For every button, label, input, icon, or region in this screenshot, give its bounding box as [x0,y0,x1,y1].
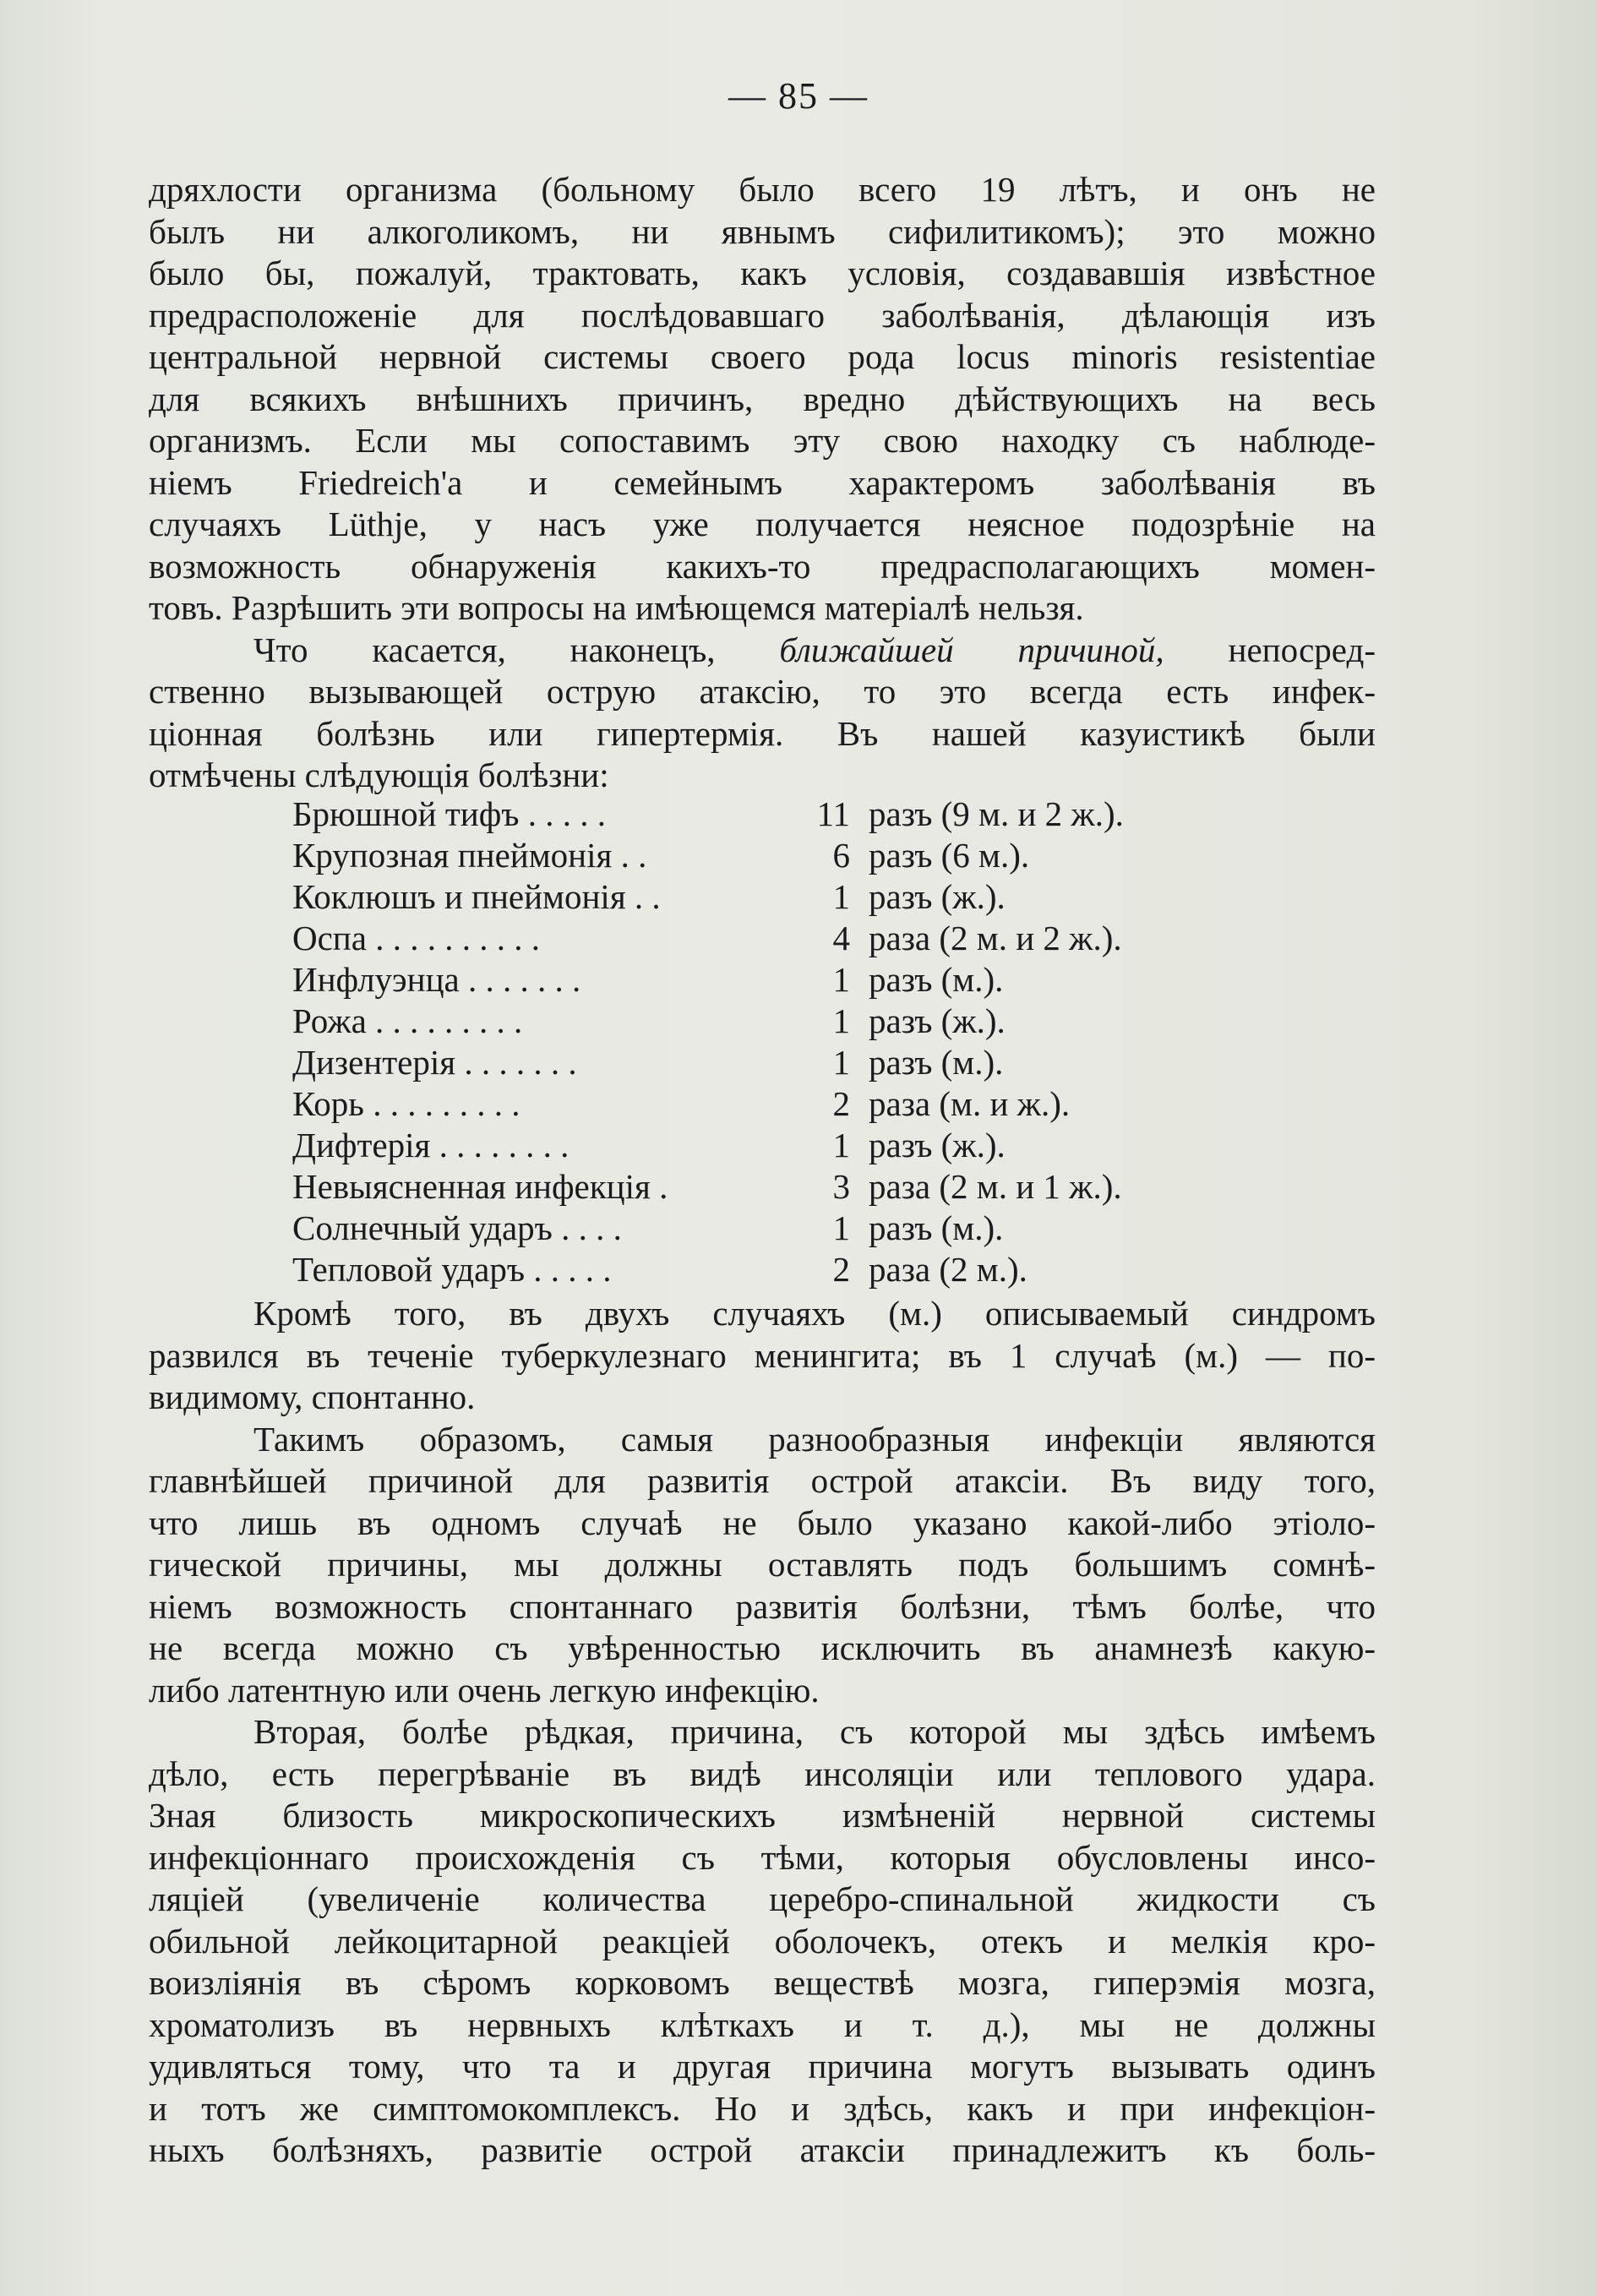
text-line: ственно вызывающей острую атаксію, то это всегда есть инфек- [149,672,1376,711]
body-text-top [149,169,1376,797]
text-line: организмъ. Если мы сопоставимъ эту свою находку съ наблюде- [149,421,1376,460]
text-line: главнѣйшей причиной для развитія острой атаксіи. Въ виду того, [149,1461,1376,1500]
disease-name: Рожа . . . . . . . . . [292,1001,523,1040]
text-line: ціонная болѣзнь или гипертермія. Въ нашей казуистикѣ были [149,713,1376,753]
disease-detail: разъ (6 м.). [869,836,1030,875]
text-line: случаяхъ Lüthje, у насъ уже получается неясное подозрѣніе на [149,504,1376,543]
disease-detail: раза (2 м. и 1 ж.). [869,1167,1122,1206]
text-line: что лишь въ одномъ случаѣ не было указано какой-либо этіоло- [149,1502,1376,1542]
disease-detail: раза (2 м.). [869,1250,1027,1289]
text-line: ляціей (увеличеніе количества церебро-спинальной жидкости съ [149,1879,1376,1918]
disease-count: 4 [832,919,850,957]
disease-count: 1 [832,1208,850,1247]
paragraph-opening [149,630,1376,672]
disease-count: 2 [832,1084,850,1123]
page-number: — 85 — [728,75,869,117]
text-line: предрасположеніе для послѣдовавшаго заболѣванія, дѣлающія изъ [149,295,1376,335]
disease-count: 1 [832,877,850,916]
disease-name: Крупозная пнеймонія . . [292,836,647,875]
disease-count: 3 [832,1167,850,1206]
disease-detail: разъ (м.). [869,1208,1004,1247]
disease-name: Инфлуэнца . . . . . . . [292,960,581,999]
disease-detail: разъ (ж.). [869,877,1006,916]
text-run: непосред- [1164,630,1376,669]
text-line: ніемъ Friedreich'a и семейнымъ характеромъ заболѣванія въ [149,462,1376,502]
disease-count: 1 [832,1001,850,1040]
text-line: обильной лейкоцитарной реакціей оболочекъ, отекъ и мелкія кро- [149,1921,1376,1961]
text-line: видимому, спонтанно. [149,1377,476,1416]
text-line: инфекціоннаго происхожденія съ тѣми, которыя обусловлены инсо- [149,1837,1376,1877]
disease-name: Солнечный ударъ . . . . [292,1208,622,1247]
text-line: не всегда можно съ увѣренностью исключить въ анамнезѣ какую- [149,1628,1376,1667]
text-line: Вторая, болѣе рѣдкая, причина, съ которой мы здѣсь имѣемъ [253,1712,1376,1751]
text-line: Кромѣ того, въ двухъ случаяхъ (м.) описываемый синдромъ [253,1294,1376,1333]
disease-detail: разъ (9 м. и 2 ж.). [869,794,1124,833]
text-line: воизліянія въ сѣромъ корковомъ веществѣ мозга, гиперэмія мозга, [149,1963,1376,2002]
text-line: товъ. Разрѣшить эти вопросы на имѣющемся матеріалѣ нельзя. [149,588,1084,627]
text-line: либо латентную или очень легкую инфекцію. [149,1670,820,1710]
text-line: и тотъ же симптомокомплексъ. Но и здѣсь, какъ и при инфекціон- [149,2088,1376,2128]
text-line: было бы, пожалуй, трактовать, какъ условія, создававшія извѣстное [149,254,1376,292]
text-line: ніемъ возможность спонтаннаго развитія болѣзни, тѣмъ болѣе, что [149,1586,1376,1626]
disease-detail: разъ (ж.). [869,1126,1006,1164]
text-line: дряхлости организма (больному было всего 19 лѣтъ, и онъ не [149,170,1376,209]
disease-name: Тепловой ударъ . . . . . [292,1250,612,1289]
disease-name: Оспа . . . . . . . . . . [292,919,540,957]
disease-name: Дизентерія . . . . . . . [292,1043,577,1082]
text-run: Что касается, наконецъ, [253,630,780,669]
text-line: хроматолизъ въ нервныхъ клѣткахъ и т. д.), мы не должны [149,2004,1376,2044]
emphasis-text: ближайшей причиной, [779,630,1164,669]
disease-name: Брюшной тифъ . . . . . [292,794,607,833]
text-line: былъ ни алкоголикомъ, ни явнымъ сифилитикомъ); это можно [149,211,1376,251]
text-line: гической причины, мы должны оставлять подъ большимъ сомнѣ- [149,1545,1376,1584]
text-line: отмѣчены слѣдующія болѣзни: [149,755,609,794]
disease-name: Коклюшъ и пнеймонія . . [292,877,661,916]
text-line: возможность обнаруженія какихъ-то предрасполагающихъ момен- [149,546,1376,586]
disease-count: 6 [832,836,850,875]
disease-count: 2 [832,1250,850,1289]
disease-detail: разъ (ж.). [869,1001,1006,1040]
text-line: удивляться тому, что та и другая причина могутъ вызывать одинъ [149,2047,1376,2086]
text-line: центральной нервной системы своего рода locus minoris resistentiae [149,337,1376,376]
disease-detail: раза (2 м. и 2 ж.). [869,919,1122,957]
text-line: для всякихъ внѣшнихъ причинъ, вредно дѣйствующихъ на весь [149,379,1376,418]
disease-count: 1 [832,1126,850,1164]
text-line: ныхъ болѣзняхъ, развитіе острой атаксіи принадлежитъ къ боль- [149,2130,1376,2169]
disease-detail: разъ (м.). [869,960,1004,999]
disease-name: Корь . . . . . . . . . [292,1084,521,1123]
disease-count: 11 [816,794,850,833]
text-line: дѣло, есть перегрѣваніе въ видѣ инсоляціи или теплового удара. [149,1753,1376,1793]
disease-count: 1 [832,1043,850,1082]
text-line: Зная близость микроскопическихъ измѣненій нервной системы [149,1796,1376,1835]
disease-detail: разъ (м.). [869,1043,1004,1082]
disease-name: Невыясненная инфекція . [292,1167,668,1206]
disease-detail: раза (м. и ж.). [869,1084,1071,1123]
disease-count: 1 [832,960,850,999]
body-text-bottom [149,1293,1376,2172]
disease-name: Дифтерія . . . . . . . . [292,1126,570,1164]
text-line: развился въ теченіе туберкулезнаго менингита; въ 1 случаѣ (м.) — по- [149,1335,1376,1375]
text-line: Такимъ образомъ, самыя разнообразныя инфекціи являются [253,1419,1376,1459]
